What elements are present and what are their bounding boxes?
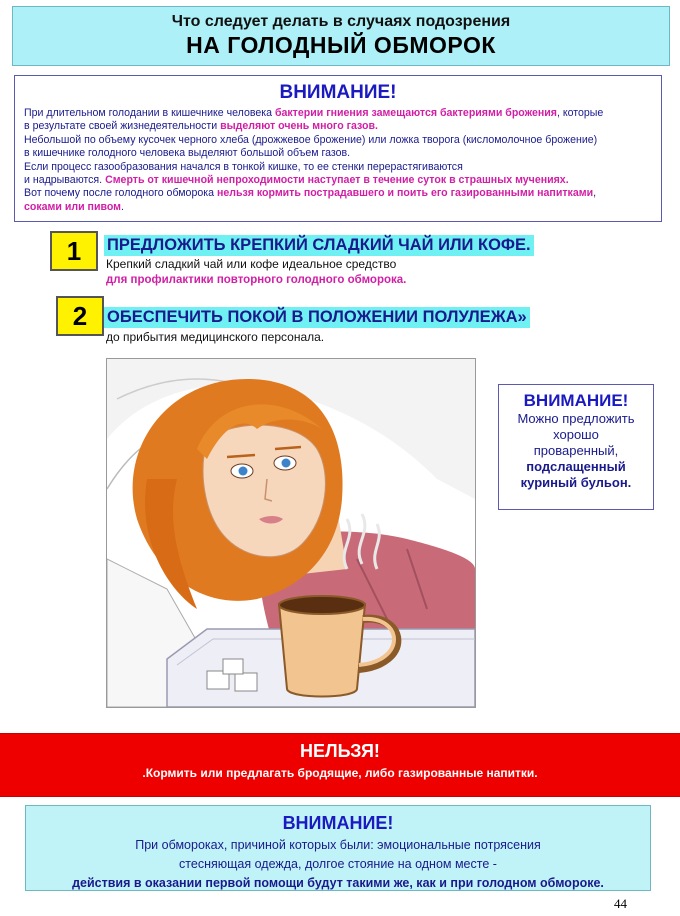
page-header [12, 6, 670, 66]
text-segment: и надрываются. [24, 174, 106, 187]
step-2-heading: ОБЕСПЕЧИТЬ ПОКОЙ В ПОЛОЖЕНИИ ПОЛУЛЕЖА» [104, 307, 530, 328]
step-1-heading: ПРЕДЛОЖИТЬ КРЕПКИЙ СЛАДКИЙ ЧАЙ ИЛИ КОФЕ. [104, 235, 534, 256]
header-title: НА ГОЛОДНЫЙ ОБМОРОК [186, 32, 496, 58]
attention-top-heading: ВНИМАНИЕ! [279, 82, 397, 103]
attention-top-line: в кишечнике голодного человека выделяют большой объем газов. [24, 147, 351, 160]
attention-box-bottom [25, 805, 651, 891]
attention-top-line [24, 174, 653, 187]
attention-top-body [15, 104, 661, 214]
attention-top-line [24, 201, 653, 214]
attention-side-line: Можно предложить [517, 411, 635, 426]
highlight-text: нельзя кормить пострадавшего и поить его газированными напитками [216, 187, 594, 200]
page-number: 44 [614, 896, 627, 911]
attention-side-highlight: куриный бульон. [520, 475, 632, 490]
text-segment: При длительном голодании в кишечнике человека [24, 107, 275, 119]
attention-top-line [24, 187, 653, 200]
right-iris [282, 459, 291, 468]
highlight-text: соками или пивом [24, 200, 121, 213]
illustration-woman-with-cup [106, 358, 476, 708]
step-2-text: до прибытия медицинского персонала. [106, 330, 325, 344]
forbidden-banner [0, 733, 680, 797]
forbidden-heading: НЕЛЬЗЯ! [300, 741, 380, 761]
attention-top-line [24, 120, 653, 133]
attention-bottom-highlight: действия в оказании первой помощи будут такими же, как и при голодном обмороке. [72, 876, 604, 890]
sugar-cube [223, 659, 243, 674]
attention-side-highlight: подслащенный [526, 459, 626, 474]
attention-bottom-line: стесняющая одежда, долгое стояние на одном месте - [179, 857, 497, 871]
text-segment: . [121, 200, 124, 213]
text-segment: Вот почему после голодного обморока [24, 187, 217, 200]
text-segment: , которые [556, 107, 604, 119]
highlight-text: выделяют очень много газов. [220, 120, 378, 133]
attention-side-line: хорошо [553, 427, 599, 442]
highlight-text: Смерть от кишечной непроходимости наступает в течение суток в страшных мучениях. [105, 174, 569, 187]
attention-bottom-line: При обмороках, причиной которых были: эмоциональные потрясения [135, 838, 541, 852]
illustration-svg [107, 359, 475, 707]
step-1-text [106, 256, 406, 288]
step-2-number-badge: 2 [56, 296, 104, 336]
attention-top-line: Если процесс газообразования начался в тонкой кишке, то ее стенки перерастягиваются [24, 160, 463, 173]
forbidden-text: .Кормить или предлагать бродящие, либо газированные напитки. [142, 766, 538, 780]
cup-coffee [279, 596, 365, 614]
header-subtitle: Что следует делать в случаях подозрения [171, 13, 511, 30]
step-1-description: Крепкий сладкий чай или кофе идеальное средство [106, 257, 397, 271]
step-1-highlight: для профилактики повторного голодного обморока. [106, 274, 407, 286]
sugar-cube [235, 673, 257, 691]
left-iris [239, 467, 248, 476]
attention-box-top [14, 75, 662, 222]
text-segment: в результате своей жизнедеятельности [24, 120, 221, 133]
attention-bottom-heading: ВНИМАНИЕ! [282, 813, 394, 833]
attention-top-line: Небольшой по объему кусочек черного хлеба (дрожжевое брожение) или ложка творога (кисломолочное брожение) [24, 133, 598, 146]
attention-top-line [24, 107, 653, 120]
text-segment: , [593, 187, 597, 200]
cup [279, 604, 365, 697]
attention-box-side [498, 384, 654, 510]
attention-side-line: проваренный, [533, 443, 619, 458]
step-1-number-badge: 1 [50, 231, 98, 271]
attention-side-heading: ВНИМАНИЕ! [523, 391, 629, 410]
highlight-text: бактерии гниения замещаются бактериями брожения [274, 107, 557, 119]
